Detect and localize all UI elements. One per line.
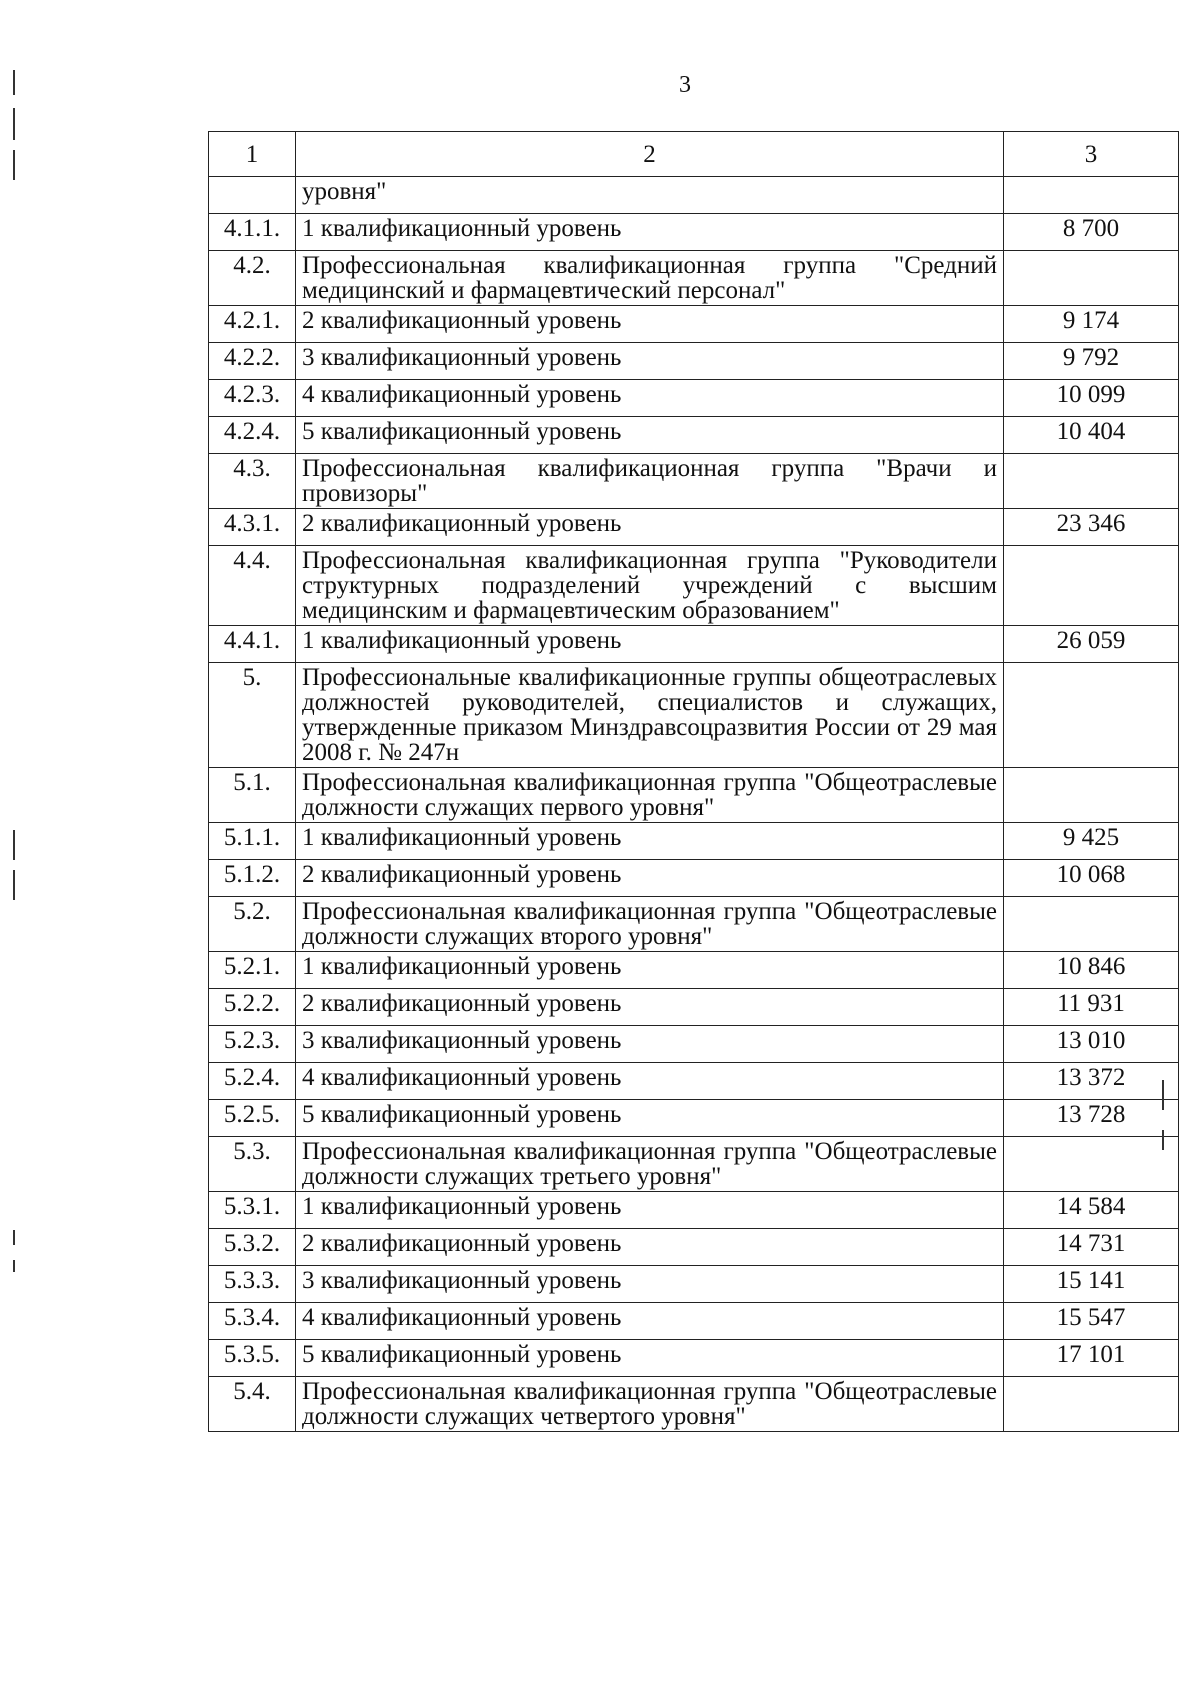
table-row: [209, 454, 1179, 509]
row-name-cell: 1 квалификационный уровень: [296, 214, 1004, 251]
table-row: [209, 989, 1179, 1026]
row-value-cell: 11 931: [1004, 989, 1179, 1026]
row-value-cell: [1004, 1137, 1179, 1192]
header-cell-1: 1: [209, 132, 296, 177]
row-number-cell: 5.2.4.: [209, 1063, 296, 1100]
row-value-cell: 10 099: [1004, 380, 1179, 417]
table-row: [209, 343, 1179, 380]
row-value-cell: 9 792: [1004, 343, 1179, 380]
row-number-cell: 5.3.1.: [209, 1192, 296, 1229]
row-name-cell: 3 квалификационный уровень: [296, 343, 1004, 380]
table-header-row: [209, 132, 1179, 177]
table-row: [209, 1340, 1179, 1377]
row-number-cell: 5.: [209, 663, 296, 768]
row-number-cell: 5.2.2.: [209, 989, 296, 1026]
row-value-cell: [1004, 897, 1179, 952]
table-row: [209, 860, 1179, 897]
row-name-cell: 1 квалификационный уровень: [296, 952, 1004, 989]
row-value-cell: 15 547: [1004, 1303, 1179, 1340]
table-row: [209, 417, 1179, 454]
row-name-cell: 5 квалификационный уровень: [296, 1340, 1004, 1377]
row-value-cell: 9 174: [1004, 306, 1179, 343]
row-name-cell: 1 квалификационный уровень: [296, 626, 1004, 663]
row-value-cell: 10 068: [1004, 860, 1179, 897]
salary-table: [208, 131, 1179, 1432]
page-number: 3: [679, 72, 691, 98]
row-number-cell: 5.2.3.: [209, 1026, 296, 1063]
row-number-cell: 4.3.: [209, 454, 296, 509]
row-name-cell: 4 квалификационный уровень: [296, 1063, 1004, 1100]
row-value-cell: 8 700: [1004, 214, 1179, 251]
row-number-cell: 5.2.5.: [209, 1100, 296, 1137]
table-row: [209, 1063, 1179, 1100]
row-name-cell: 2 квалификационный уровень: [296, 989, 1004, 1026]
row-value-cell: [1004, 663, 1179, 768]
table-row: [209, 306, 1179, 343]
row-number-cell: 5.3.: [209, 1137, 296, 1192]
row-value-cell: 10 846: [1004, 952, 1179, 989]
row-number-cell: 4.2.2.: [209, 343, 296, 380]
table-row: [209, 897, 1179, 952]
row-value-cell: 9 425: [1004, 823, 1179, 860]
row-number-cell: 4.2.4.: [209, 417, 296, 454]
table-row: [209, 1266, 1179, 1303]
row-number-cell: 5.2.1.: [209, 952, 296, 989]
row-value-cell: 23 346: [1004, 509, 1179, 546]
row-value-cell: 14 584: [1004, 1192, 1179, 1229]
row-number-cell: 5.3.2.: [209, 1229, 296, 1266]
row-value-cell: 13 728: [1004, 1100, 1179, 1137]
row-number-cell: 4.4.: [209, 546, 296, 626]
row-number-cell: 4.2.1.: [209, 306, 296, 343]
table-row: [209, 1229, 1179, 1266]
row-name-cell: 1 квалификационный уровень: [296, 823, 1004, 860]
row-number-cell: 5.3.5.: [209, 1340, 296, 1377]
row-number-cell: 4.1.1.: [209, 214, 296, 251]
row-name-cell: Профессиональная квалификационная группа "Общеотраслевые должности служащих третьего уровня": [296, 1137, 1004, 1192]
row-name-cell: 4 квалификационный уровень: [296, 380, 1004, 417]
row-value-cell: 10 404: [1004, 417, 1179, 454]
row-name-cell: 2 квалификационный уровень: [296, 306, 1004, 343]
table-row: [209, 823, 1179, 860]
row-number-cell: 4.2.3.: [209, 380, 296, 417]
row-value-cell: [1004, 454, 1179, 509]
table-row: [209, 177, 1179, 214]
row-name-cell: 3 квалификационный уровень: [296, 1026, 1004, 1063]
row-name-cell: Профессиональная квалификационная группа "Врачи и провизоры": [296, 454, 1004, 509]
table-row: [209, 1026, 1179, 1063]
table-row: [209, 1192, 1179, 1229]
row-value-cell: 13 010: [1004, 1026, 1179, 1063]
row-name-cell: 2 квалификационный уровень: [296, 1229, 1004, 1266]
row-name-cell: 5 квалификационный уровень: [296, 1100, 1004, 1137]
row-name-cell: 3 квалификационный уровень: [296, 1266, 1004, 1303]
row-number-cell: 5.3.3.: [209, 1266, 296, 1303]
row-number-cell: [209, 177, 296, 214]
row-number-cell: 5.1.1.: [209, 823, 296, 860]
table-row: [209, 1100, 1179, 1137]
row-value-cell: 17 101: [1004, 1340, 1179, 1377]
row-name-cell: Профессиональная квалификационная группа "Средний медицинский и фармацевтический персонал": [296, 251, 1004, 306]
row-number-cell: 4.4.1.: [209, 626, 296, 663]
row-number-cell: 5.3.4.: [209, 1303, 296, 1340]
row-value-cell: [1004, 251, 1179, 306]
row-name-cell: 2 квалификационный уровень: [296, 509, 1004, 546]
row-name-cell: 4 квалификационный уровень: [296, 1303, 1004, 1340]
row-number-cell: 5.1.2.: [209, 860, 296, 897]
table-row: [209, 768, 1179, 823]
row-value-cell: 13 372: [1004, 1063, 1179, 1100]
row-name-cell: Профессиональная квалификационная группа "Руководители структурных подразделений учреждений с высшим медицинским и фармацевтическим образованием": [296, 546, 1004, 626]
row-name-cell: уровня": [296, 177, 1004, 214]
row-name-cell: Профессиональная квалификационная группа "Общеотраслевые должности служащих второго уровня": [296, 897, 1004, 952]
row-number-cell: 4.3.1.: [209, 509, 296, 546]
row-value-cell: [1004, 177, 1179, 214]
row-number-cell: 5.1.: [209, 768, 296, 823]
table-row: [209, 1303, 1179, 1340]
table-row: [209, 1137, 1179, 1192]
table-row: [209, 952, 1179, 989]
header-cell-2: 2: [296, 132, 1004, 177]
row-number-cell: 4.2.: [209, 251, 296, 306]
row-value-cell: [1004, 1377, 1179, 1432]
table-row: [209, 663, 1179, 768]
header-cell-3: 3: [1004, 132, 1179, 177]
row-name-cell: Профессиональные квалификационные группы общеотраслевых должностей руководителей, специалистов и служащих, утвержденные приказом Минздравсоцразвития России от 29 мая 2008 г. № 247н: [296, 663, 1004, 768]
row-value-cell: 14 731: [1004, 1229, 1179, 1266]
table-row: [209, 1377, 1179, 1432]
table-row: [209, 380, 1179, 417]
row-name-cell: 1 квалификационный уровень: [296, 1192, 1004, 1229]
row-value-cell: [1004, 768, 1179, 823]
row-name-cell: 2 квалификационный уровень: [296, 860, 1004, 897]
row-value-cell: 26 059: [1004, 626, 1179, 663]
row-name-cell: 5 квалификационный уровень: [296, 417, 1004, 454]
row-value-cell: [1004, 546, 1179, 626]
table-row: [209, 626, 1179, 663]
row-number-cell: 5.2.: [209, 897, 296, 952]
row-name-cell: Профессиональная квалификационная группа "Общеотраслевые должности служащих четвертого уровня": [296, 1377, 1004, 1432]
table-row: [209, 546, 1179, 626]
table-row: [209, 509, 1179, 546]
row-value-cell: 15 141: [1004, 1266, 1179, 1303]
table-row: [209, 214, 1179, 251]
row-number-cell: 5.4.: [209, 1377, 296, 1432]
table-row: [209, 251, 1179, 306]
row-name-cell: Профессиональная квалификационная группа "Общеотраслевые должности служащих первого уровня": [296, 768, 1004, 823]
